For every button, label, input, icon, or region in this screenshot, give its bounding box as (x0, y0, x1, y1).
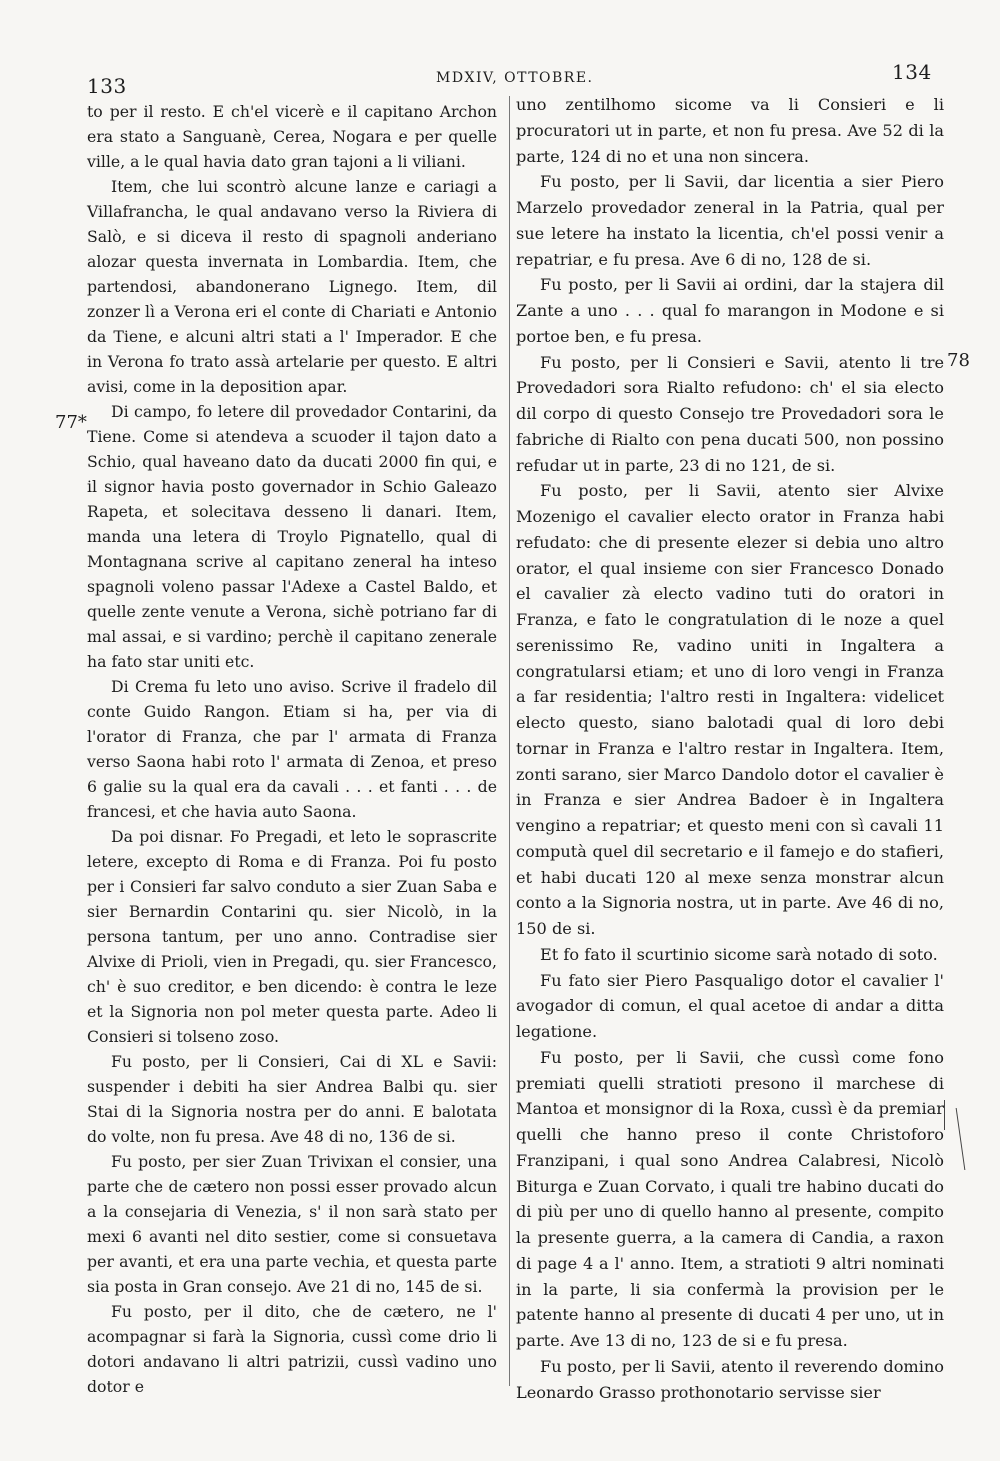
left-column (87, 99, 497, 1399)
paragraph: Di campo, fo letere dil provedador Contarini, da Tiene. Come si atendeva a scuoder il tajon dato a Schio, qual haveano dato da ducati 2000 fin qui, e il signor havia posto governador in Schio Galeazo Rapeta, et solecitava desseno li danari. Item, manda una letera di Troylo Pignatello, qual di Montagnana scrive al capitano zeneral ha inteso spagnoli voleno passar l'Adexe a Castel Baldo, et quelle zente venute a Verona, sichè potriano far di mal assai, e si vardino; perchè il capitano zenerale ha fato star uniti etc. (87, 402, 497, 671)
paragraph: Fu posto, per li Savii ai ordini, dar la stajera dil Zante a uno . . . qual fo marangon in Modone e si portoe ben, e fu presa. (516, 275, 944, 346)
paragraph: uno zentilhomo sicome va li Consieri e li procuratori ut in parte, et non fu presa. Ave 52 di la parte, 124 di no et una non sincera. (516, 95, 944, 166)
paragraph: Fu posto, per il dito, che de cætero, ne l' acompagnar si farà la Signoria, cussì come drio li dotori andavano li altri patrizii, cussì vadino uno dotor e (87, 1302, 497, 1396)
margin-bracket-mark (944, 1100, 949, 1130)
paragraph: Fu posto, per li Savii, atento il reverendo domino Leonardo Grasso prothonotario servisse sier (516, 1356, 944, 1402)
paragraph: Fu posto, per li Consieri, Cai di XL e Savii: suspender i debiti ha sier Andrea Balbi qu. sier Stai di la Signoria nostra per do anni. E balotata do volte, non fu presa. Ave 48 di no, 136 de si. (87, 1052, 497, 1146)
paragraph: Fu posto, per li Savii, atento sier Alvixe Mozenigo el cavalier electo orator in Franza habi refudato: che di presente elezer si debia uno altro orator, el qual insieme con sier Francesco Donado el cavalier zà electo vadino tuti do oratori in Franza, e fato le congratulation di le noze a quel serenissimo Re, vadino uniti in Ingaltera a congratularsi etiam; et uno di loro vengi in Franza a far residentia; l'altro resti in Ingaltera: videlicet electo questo, siano balotadi qual di loro debi tornar in Franza e l'altro restar in Ingaltera. Item, zonti sarano, sier Marco Dandolo dotor el cavalier è in Franza e sier Andrea Badoer è in Ingaltera vengino a repatriar; et questo meni con sì cavali 11 computà quel dil secretario e il famejo e do stafieri, et habi ducati 120 al mexe senza monstrar alcun conto a la Signoria nostra, ut in parte. Ave 46 di no, 150 de si. (516, 481, 944, 938)
column-divider (509, 96, 510, 1386)
margin-pen-mark (956, 1108, 972, 1170)
paragraph: Da poi disnar. Fo Pregadi, et leto le soprascrite letere, excepto di Roma e di Franza. Poi fu posto per i Consieri far salvo conduto a sier Zuan Saba e sier Bernardin Contarini qu. sier Nicolò, in la persona tantum, per uno anno. Contradise sier Alvixe di Prioli, vien in Pregadi, qu. sier Francesco, ch' è suo creditor, e ben dicendo: è contra le leze et la Signoria non pol meter questa parte. Adeo li Consieri si tolseno zoso. (87, 827, 497, 1046)
paragraph: Fu fato sier Piero Pasqualigo dotor el cavalier l' avogador di comun, el qual acetoe di andar a ditta legatione. (516, 970, 944, 1041)
paragraph: to per il resto. E ch'el vicerè e il capitano Archon era stato a Sanguanè, Cerea, Nogara e per quelle ville, a le qual havia dato gran tajoni a li viliani. (87, 102, 497, 171)
paragraph: Fu posto, per li Savii, che cussì come fono premiati quelli stratioti presono il marchese di Mantoa et monsignor di la Roxa, cussì è da premiar quelli che hanno preso il conte Christoforo Franzipani, i qual sono Andrea Calabresi, Nicolò Biturga e Zuan Corvato, i quali tre habino ducati do di più per uno di quello hanno al presente, compito la presente guerra, a la camera di Candia, a raxon di page 4 a l' anno. Item, a stratioti 9 altri nominati in la parte, li sia confermà la provision per le patente hanno al presente di ducati 4 per uno, ut in parte. Ave 13 di no, 123 de si e fu presa. (516, 1047, 944, 1350)
right-column (516, 92, 944, 1405)
page-number-left: 133 (87, 74, 127, 98)
paragraph: Di Crema fu leto uno aviso. Scrive il fradelo dil conte Guido Rangon. Etiam si ha, per via di l'orator di Franza, che par l' armata di Franza verso Saona habi roto l' armata di Zenoa, et preso 6 galie su la qual era da cavali . . . et fanti . . . de francesi, et che havia auto Saona. (87, 677, 497, 821)
paragraph: Fu posto, per sier Zuan Trivixan el consier, una parte che de cætero non possi esser provado alcun a la consejaria di Venezia, s' il non sarà stato per mexi 6 avanti nel dito sestier, come si consuetava per avanti, et era una parte vechia, et questa parte sia posta in Gran consejo. Ave 21 di no, 145 de si. (87, 1152, 497, 1296)
paragraph: Fu posto, per li Savii, dar licentia a sier Piero Marzelo provedador zeneral in la Patria, qual per sue letere ha instato la licentia, ch'el possi venir a repatriar, e fu presa. Ave 6 di no, 128 de si. (516, 172, 944, 269)
running-title: MDXIV, OTTOBRE. (436, 70, 594, 86)
paragraph: Item, che lui scontrò alcune lanze e cariagi a Villafrancha, le qual andavano verso la Riviera di Salò, e si diceva il resto di spagnoli anderiano alozar questa invernata in Lombardia. Item, che partendosi, abandonerano Lignego. Item, dil zonzer lì a Verona eri el conte di Chariati e Antonio da Tiene, e alcuni altri stati a l' Imperador. E che in Verona fo trato assà artelarie per questo. E altri avisi, come in la deposition apar. (87, 177, 497, 396)
margin-note-left: 77* (55, 412, 87, 433)
paragraph: Et fo fato il scurtinio sicome sarà notado di soto. (540, 944, 938, 964)
margin-note-right: 78 (947, 350, 970, 371)
paragraph: Fu posto, per li Consieri e Savii, atento li tre Provedadori sora Rialto refudono: ch' el sia electo dil corpo di questo Consejo tre Provedadori sora le fabriche di Rialto con pena ducati 500, non possino refudar ut in parte, 23 di no 121, de si. (516, 352, 944, 475)
page-number-right: 134 (892, 60, 932, 84)
